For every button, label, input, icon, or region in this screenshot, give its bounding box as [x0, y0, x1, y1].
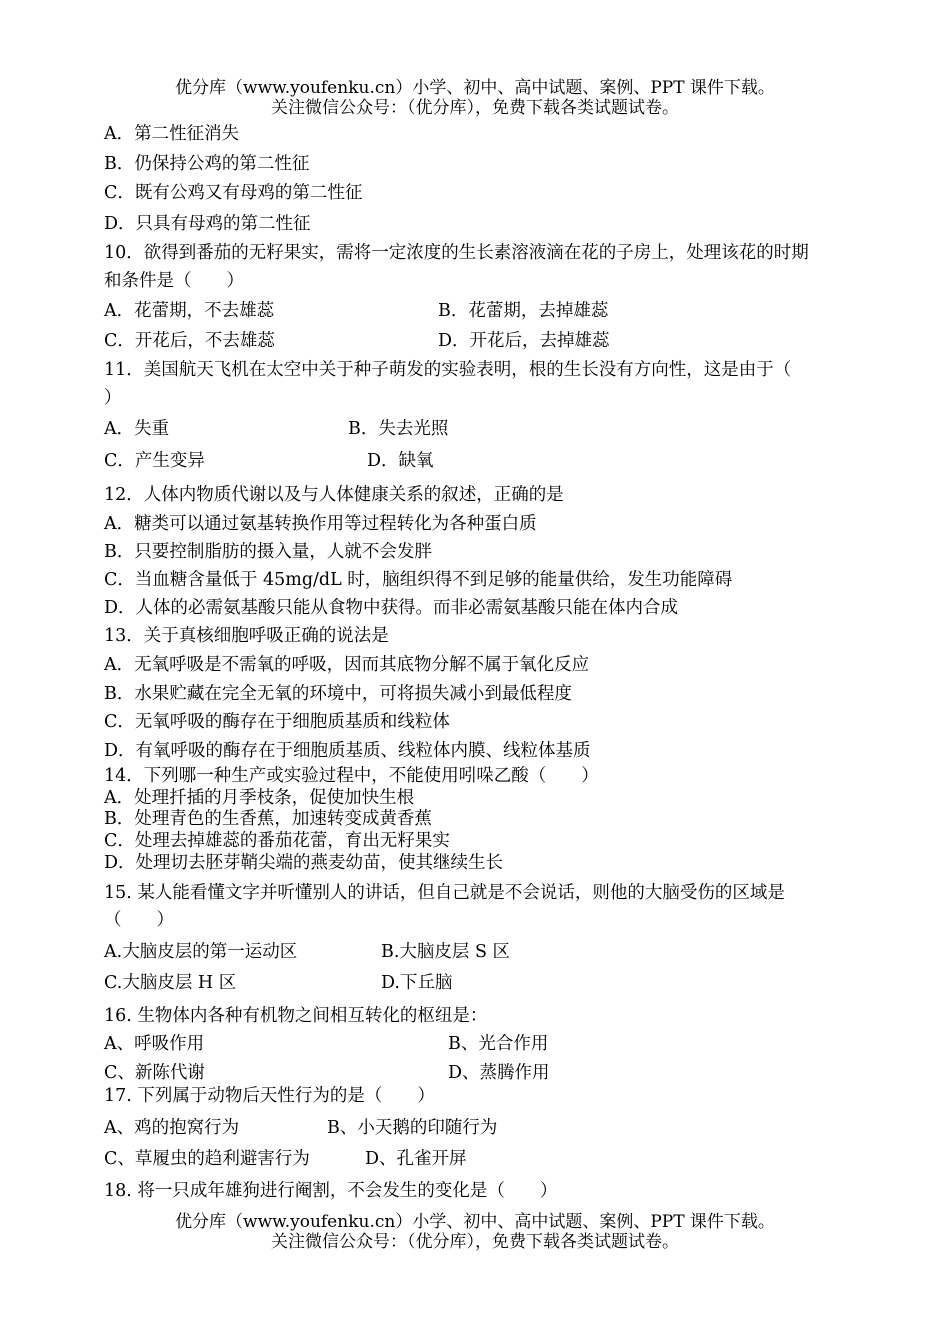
- q9-option-d: D．只具有母鸡的第二性征: [104, 214, 311, 234]
- q11-option-d: D．缺氧: [367, 451, 434, 471]
- q11-option-c: C．产生变异: [104, 451, 205, 471]
- q14-option-a: A．处理扦插的月季枝条，促使加快生根: [104, 788, 415, 808]
- q15-option-d: D.下丘脑: [381, 973, 453, 993]
- q9-option-a: A．第二性征消失: [104, 124, 240, 144]
- q17-stem: 17. 下列属于动物后天性行为的是（ ）: [104, 1086, 435, 1106]
- q14-option-b: B．处理青色的生香蕉，加速转变成黄香蕉: [104, 809, 432, 829]
- q10-option-c: C．开花后，不去雄蕊: [104, 331, 275, 351]
- q16-option-d: D、蒸腾作用: [448, 1063, 550, 1083]
- q13-option-b: B．水果贮藏在完全无氧的环境中，可将损失减小到最低程度: [104, 684, 572, 704]
- q16-stem: 16. 生物体内各种有机物之间相互转化的枢纽是：: [104, 1006, 488, 1026]
- header-line-1: 优分库（www.youfenku.cn）小学、初中、高中试题、案例、PPT 课件下载。: [175, 78, 775, 98]
- q15-option-b: B.大脑皮层 S 区: [381, 942, 511, 962]
- q16-option-c: C、新陈代谢: [104, 1063, 205, 1083]
- q11-stem-line-1: 11．美国航天飞机在太空中关于种子萌发的实验表明，根的生长没有方向性，这是由于（: [104, 360, 792, 380]
- q15-option-c: C.大脑皮层 H 区: [104, 973, 237, 993]
- q15-stem-line-1: 15. 某人能看懂文字并听懂别人的讲话，但自己就是不会说话，则他的大脑受伤的区域是: [104, 883, 785, 903]
- q14-option-c: C．处理去掉雄蕊的番茄花蕾，育出无籽果实: [104, 831, 450, 851]
- q9-option-b: B．仍保持公鸡的第二性征: [104, 154, 310, 174]
- q10-option-d: D．开花后，去掉雄蕊: [438, 331, 610, 351]
- q17-option-b: B、小天鹅的印随行为: [327, 1118, 498, 1138]
- q11-option-b: B．失去光照: [348, 419, 449, 439]
- q11-option-a: A．失重: [104, 419, 170, 439]
- q10-stem-line-2: 和条件是（ ）: [104, 271, 244, 291]
- q15-option-a: A.大脑皮层的第一运动区: [104, 942, 298, 962]
- q14-option-d: D．处理切去胚芽鞘尖端的燕麦幼苗，使其继续生长: [104, 853, 504, 873]
- q10-option-a: A．花蕾期，不去雄蕊: [104, 301, 275, 321]
- q18-stem: 18. 将一只成年雄狗进行阉割，不会发生的变化是（ ）: [104, 1181, 558, 1201]
- q10-option-b: B．花蕾期，去掉雄蕊: [438, 301, 609, 321]
- q13-option-c: C．无氧呼吸的酶存在于细胞质基质和线粒体: [104, 712, 450, 732]
- q13-option-a: A．无氧呼吸是不需氧的呼吸，因而其底物分解不属于氧化反应: [104, 655, 590, 675]
- footer-line-2: 关注微信公众号：（优分库），免费下载各类试题试卷。: [271, 1232, 679, 1252]
- q14-stem: 14．下列哪一种生产或实验过程中，不能使用吲哚乙酸（ ）: [104, 766, 599, 786]
- q12-option-d: D．人体的必需氨基酸只能从食物中获得。而非必需氨基酸只能在体内合成: [104, 598, 679, 618]
- q13-option-d: D．有氧呼吸的酶存在于细胞质基质、线粒体内膜、线粒体基质: [104, 741, 591, 761]
- q17-option-a: A、鸡的抱窝行为: [104, 1118, 240, 1138]
- q17-option-c: C、草履虫的趋利避害行为: [104, 1149, 310, 1169]
- q16-option-a: A、呼吸作用: [104, 1034, 205, 1054]
- header-line-2: 关注微信公众号：（优分库），免费下载各类试题试卷。: [271, 98, 679, 118]
- q12-option-c: C．当血糖含量低于 45mg/dL 时，脑组织得不到足够的能量供给，发生功能障碍: [104, 570, 733, 590]
- q11-stem-line-2: ）: [104, 388, 122, 408]
- q12-option-a: A．糖类可以通过氨基转换作用等过程转化为各种蛋白质: [104, 514, 537, 534]
- q12-stem: 12．人体内物质代谢以及与人体健康关系的叙述，正确的是: [104, 485, 564, 505]
- footer-line-1: 优分库（www.youfenku.cn）小学、初中、高中试题、案例、PPT 课件下载。: [175, 1212, 775, 1232]
- q17-option-d: D、孔雀开屏: [365, 1149, 467, 1169]
- q13-stem: 13．关于真核细胞呼吸正确的说法是: [104, 626, 389, 646]
- q10-stem-line-1: 10．欲得到番茄的无籽果实，需将一定浓度的生长素溶液滴在花的子房上，处理该花的时期: [104, 243, 809, 263]
- q15-stem-line-2: （ ）: [104, 910, 174, 930]
- q16-option-b: B、光合作用: [448, 1034, 549, 1054]
- q12-option-b: B．只要控制脂肪的摄入量，人就不会发胖: [104, 542, 432, 562]
- q9-option-c: C．既有公鸡又有母鸡的第二性征: [104, 183, 363, 203]
